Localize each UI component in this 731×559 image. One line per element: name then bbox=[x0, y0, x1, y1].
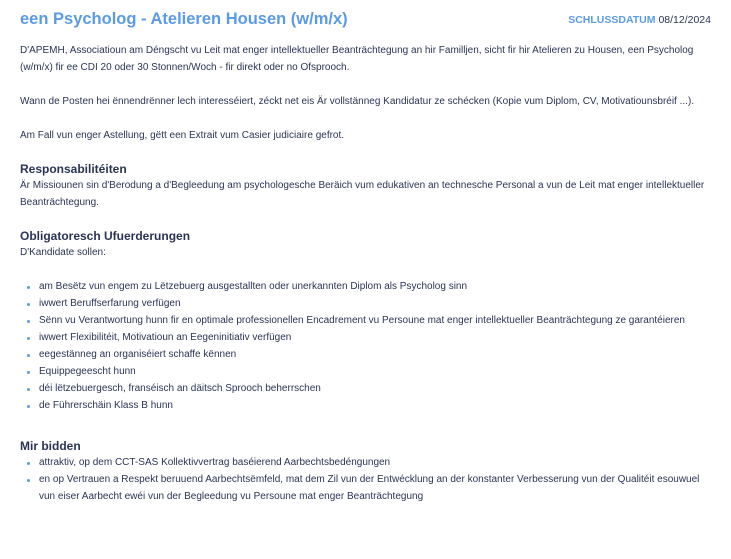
job-title: een Psycholog - Atelieren Housen (w/m/x) bbox=[20, 10, 348, 28]
list-item: attraktiv, op dem CCT-SAS Kollektivvertrag baséierend Aarbechtsbedéngungen bbox=[39, 454, 711, 471]
job-header bbox=[20, 10, 711, 34]
deadline bbox=[568, 14, 711, 26]
responsibilities-text: Är Missiounen sin d'Berodung a d'Begleedung am psychologesche Beräich vum edukativen an technesche Personal a vun de Leit mat enger intellektueller Beanträchtegung. bbox=[20, 180, 705, 208]
list-item: de Führerschäin Klass B hunn bbox=[39, 397, 711, 414]
offer-list bbox=[20, 454, 711, 505]
list-item: eegestänneg an organiséiert schaffe kënnen bbox=[39, 346, 711, 363]
list-item: Sënn vu Verantwortung hunn fir en optimale professionellen Encadrement vu Persoune mat enger intellektueller Beanträchtegung ze garantéieren bbox=[39, 312, 711, 329]
deadline-value: 08/12/2024 bbox=[658, 14, 711, 26]
intro-paragraph: D'APEMH, Associatioun am Déngscht vu Leit mat enger intellektueller Beanträchtegung an hir Familljen, sicht fir hir Atelieren zu Housen, een Psycholog (w/m/x) fir ee CDI 20 oder 30 Stonnen/Woch - fir direkt oder no Ofsprooch. bbox=[20, 45, 694, 73]
requirements-list bbox=[20, 278, 711, 414]
requirements-heading: Obligatoresch Ufuerderungen bbox=[20, 229, 191, 243]
list-item: iwwert Beruffserfarung verfügen bbox=[39, 295, 711, 312]
requirements-intro: D'Kandidate sollen: bbox=[20, 247, 106, 258]
deadline-label: SCHLUSSDATUM bbox=[568, 14, 656, 26]
intro-paragraph: Wann de Posten hei ënnendrënner lech interesséiert, zéckt net eis Är vollstänneg Kandidatur ze schécken (Kopie vum Diplom, CV, Motivatiounsbréif ...). bbox=[20, 96, 695, 107]
list-item: déi lëtzebuergesch, franséisch an däitsch Sprooch beherrschen bbox=[39, 380, 711, 397]
intro-paragraph: Am Fall vun enger Astellung, gëtt een Extrait vum Casier judiciaire gefrot. bbox=[20, 130, 345, 141]
list-item: iwwert Flexibilitéit, Motivatioun an Eegeninitiativ verfügen bbox=[39, 329, 711, 346]
responsibilities-heading: Responsabilitéiten bbox=[20, 162, 127, 176]
job-description bbox=[20, 42, 711, 505]
list-item: am Besëtz vun engem zu Lëtzebuerg ausgestallten oder unerkannten Diplom als Psycholog sinn bbox=[39, 278, 711, 295]
list-item: en op Vertrauen a Respekt beruuend Aarbechtsëmfeld, mat dem Zil vun der Entwécklung an der konstanter Verbesserung vun der Qualitéit esouwuel vun eiser Aarbecht ewéi vun der Begleedung vu Persoune mat enger Beanträchtegung bbox=[39, 471, 711, 505]
list-item: Equippegeescht hunn bbox=[39, 363, 711, 380]
offer-heading: Mir bidden bbox=[20, 439, 81, 453]
